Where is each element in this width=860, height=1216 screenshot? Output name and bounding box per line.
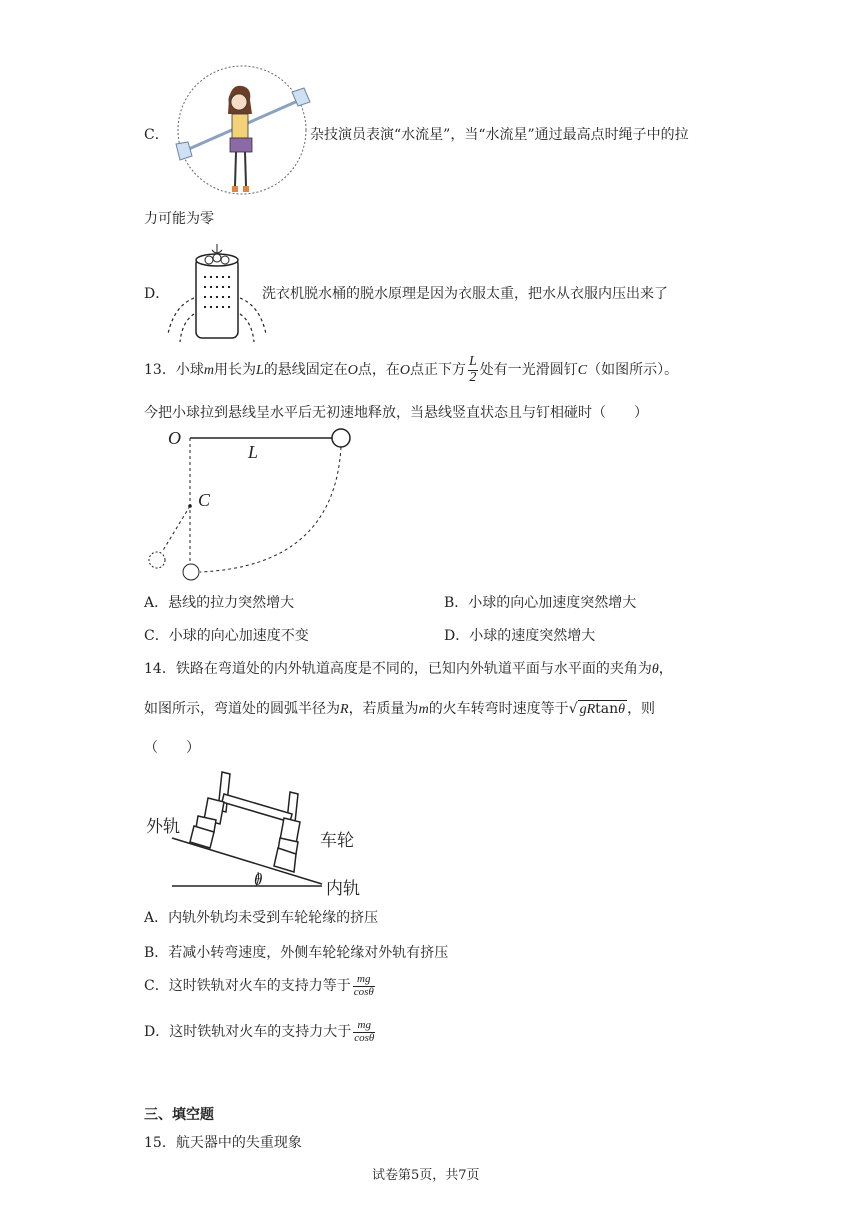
var-C: C <box>577 363 588 378</box>
fraction-mg-over-cos: $\frac{mg}{\cos\theta}$ <box>353 973 374 998</box>
q13-text: 小球 <box>175 362 204 378</box>
q13-text: 处有一光滑圆钉 <box>479 362 578 378</box>
var-theta: θ <box>651 662 659 677</box>
q13-option-d: D．小球的速度突然增大 <box>444 628 596 644</box>
q13-text: 点正下方 <box>410 362 466 378</box>
q14-number: 14． <box>144 661 176 677</box>
section-title: 三、填空题 <box>144 1107 214 1123</box>
label-O: O <box>168 428 181 448</box>
spin-dryer-figure <box>166 244 266 344</box>
sqrt-expression: √ gRtanθ <box>568 701 626 717</box>
q14-text: 如图所示，弯道处的圆弧半径为 <box>144 701 340 717</box>
q14-text: ， <box>658 661 673 677</box>
option-c-text-cont: 力可能为零 <box>144 211 214 227</box>
option-d-text: 洗衣机脱水桶的脱水原理是因为衣服太重，把水从衣服内压出来了 <box>262 286 668 302</box>
q14-line2 <box>144 698 655 718</box>
q13-option-a: A．悬线的拉力突然增大 <box>144 595 295 611</box>
q14-text: ，若质量为 <box>348 701 419 717</box>
railway-curve-figure <box>170 768 330 890</box>
option-text: C．这时铁轨对火车的支持力等于 <box>144 978 351 995</box>
option-text: D．这时铁轨对火车的支持力大于 <box>144 1024 352 1041</box>
q14-option-b: B．若减小转弯速度，外侧车轮轮缘对外轨有挤压 <box>144 945 449 961</box>
q14-option-d <box>144 1020 377 1044</box>
q14-line3: （ ） <box>144 740 200 756</box>
label-outer-rail: 外轨 <box>146 817 180 836</box>
q13-text: 的悬线固定在 <box>263 362 348 378</box>
var-O: O <box>347 363 358 378</box>
q14-text: 的火车转弯时速度等于 <box>428 701 569 717</box>
fraction-L-over-2: $\frac{L}{2}$ <box>469 353 477 385</box>
var-O: O <box>399 363 410 378</box>
label-C: C <box>198 490 211 510</box>
q14-text: 铁路在弯道处的内外轨道高度是不同的，已知内外轨道平面与水平面的夹角为 <box>175 661 652 677</box>
var-L: L <box>255 363 264 378</box>
q13-text: 点，在 <box>357 362 400 378</box>
label-L: L <box>248 442 259 462</box>
label-wheel: 车轮 <box>320 831 354 850</box>
q14-option-c <box>144 974 377 998</box>
q13-line2: 今把小球拉到悬线呈水平后无初速地释放，当悬线竖直状态且与钉相碰时（ ） <box>144 405 648 421</box>
q14-text: ，则 <box>627 701 656 717</box>
label-theta: θ <box>254 870 263 889</box>
fraction-mg-over-cos: $\frac{mg}{\cos\theta}$ <box>354 1019 375 1044</box>
q15-text: 15．航天器中的失重现象 <box>144 1135 302 1151</box>
option-c-letter: C． <box>144 127 169 143</box>
q14-line1 <box>144 658 673 678</box>
q13-text: 用长为 <box>213 362 256 378</box>
var-R: R <box>340 702 349 717</box>
page-footer: 试卷第5页，共7页 <box>372 1168 480 1183</box>
var-m: m <box>203 363 214 378</box>
var-m: m <box>418 702 429 717</box>
q14-option-a: A．内轨外轨均未受到车轮轮缘的挤压 <box>144 910 379 926</box>
q13-text: （如图所示）。 <box>587 362 679 378</box>
q13-option-c: C．小球的向心加速度不变 <box>144 628 309 644</box>
q13-line1 <box>144 352 678 389</box>
option-c-text: 杂技演员表演“水流星”，当“水流星”通过最高点时绳子中的拉 <box>310 127 689 143</box>
label-inner-rail: 内轨 <box>326 879 360 898</box>
q13-number: 13． <box>144 362 176 378</box>
q13-option-b: B．小球的向心加速度突然增大 <box>444 595 637 611</box>
option-d-letter: D． <box>144 286 170 302</box>
water-meteor-figure <box>172 64 312 200</box>
